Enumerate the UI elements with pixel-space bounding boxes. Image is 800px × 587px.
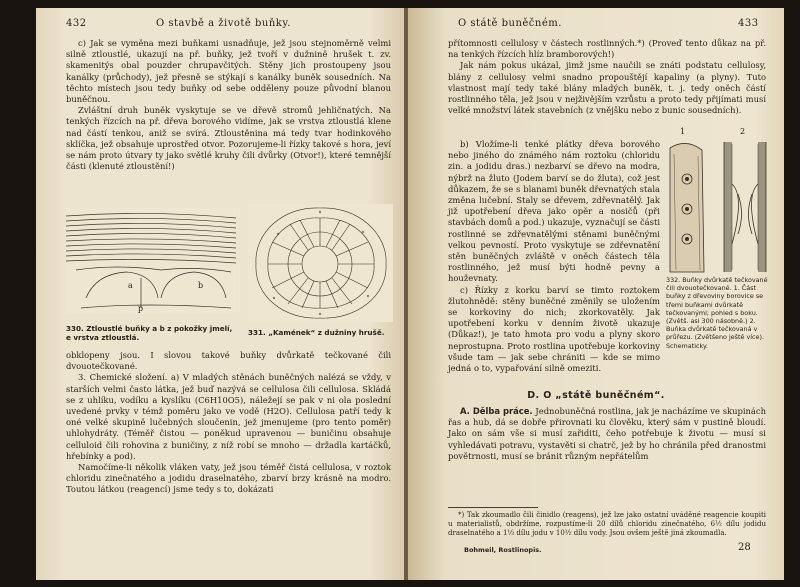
left-paragraph: Namočíme-li několik vláken vaty, jež jsou téměř čistá cellulosa, v roztok chloridu zinečnatého a jodidu draselnatého, zbarví brzy krásně na modro. Toutou látkou (reagencí) jsme tedy s to, dokázati [66, 462, 391, 495]
figure-331-drawing [248, 204, 393, 322]
left-paragraph: obklopeny jsou. I slovou takové buňky dvůrkatě tečkované čili dvouotečkované. [66, 350, 391, 372]
figure-330-label-p: p [138, 304, 144, 313]
left-paragraph: c) Jak se vyměna mezi buňkami usnadňuje, jež jsou stejnoměrně velmi silně ztloustlé, ukazují na př. buňky, jež tvoří v dužnině hrušek t. zv. skamenitýs obal pouzder chrupavčitých. Stěny jich prostoupeny jsou kanálky (průchody), jež přesně se stýkají s kanálky buněk sousedních. Na těchto místech jsou tedy buňky od sebe odděleny pouze původní blanou buněčnou. [66, 38, 391, 105]
left-text-block-1 [66, 38, 391, 172]
left-paragraph: Zvláštní druh buněk vyskytuje se ve dřevě stromů jehličnatých. Na tenkých řízcích na př. dřeva borového vidíme, jak se vrstva ztloustlá klene nad částí tenkou, aniž se svírá. Ztloustěnina má tedy tvar hodinkového sklíčka, jež obsahuje uprostřed otvor. Pozorujeme-li řízky takové s hora, jeví se nám proto útvary ty jako světlé kruhy čili dvůrky (Otvor!), které temnější části (klenuté ztloustění!) [66, 105, 391, 172]
figure-330-caption: 330. Ztloustlé buňky a b z pokožky jmelí, e vrstva ztloustlá. [66, 324, 233, 342]
signature-mark: Bohmeil, Rostlinopis. [464, 546, 542, 554]
figure-332-label-2: 2 [740, 127, 746, 136]
left-text-block-2 [66, 350, 391, 496]
right-running-head: O státě buněčném. [458, 18, 562, 29]
right-text-block-1 [448, 38, 766, 116]
right-paragraph: c) Řízky z korku barví se timto roztokem žlutohnědě: stěny buněčné změnily se uložením se korkoviny do nich; zkorkovatěly. Jak upotřebení korku v denním životě ukazuje (Důkaz!), je tato hmota pro vodu a plyny skoro neprostupna. Proto rostlina upotřebuje korkoviny všude tam — jak sebe chrániti — kde se mimo jedná o to, vypařování silně omeziti. [448, 284, 660, 374]
right-section-paragraph [448, 406, 766, 462]
figure-332-caption: 332. Buňky dvůrkatě tečkované čili dvouotečkované. 1. Část buňky z dřevoviny borovice se třemi buňkami dvůrkatě tečkovanými; pohled s boku. (Zvětš. asi 300 násobně.) 2. Buňka dvůrkatě tečkovaná v průřezu. (Zvětšeno ještě více). Schematicky. [666, 276, 768, 350]
right-text-block-2 [448, 139, 660, 374]
figure-330-label-b: b [198, 281, 204, 290]
bottom-sheet-number: 28 [738, 542, 751, 553]
figure-332-bordered-pits [666, 124, 772, 274]
footnote-text: *) Tak zkoumadlo čili činidlo (reagens), jež lze jako ostatní uváděné reagencie koupiti u materialistů, obdržíme, rozpustíme-li 20 dílů chloridu zinečnatého, 6½ dílu jodidu draselnatého a 1⅓ dílu jodu v 10½ dílu vody. Jsou ovšem ještě jiná zkoumadla. [448, 511, 766, 537]
figure-330-label-a: a [128, 281, 133, 290]
figure-330-thickened-cells [66, 208, 236, 313]
left-page-number: 432 [66, 18, 87, 29]
footnote-rule [448, 507, 538, 508]
figure-332-drawing [666, 124, 772, 274]
section-subtitle: A. Dělba práce. [460, 406, 533, 416]
right-text-block-3 [448, 406, 766, 462]
left-paragraph: 3. Chemické složení. a) V mladých stěnách buněčných nalézá se vždy, v starších velmi často látka, jež buď nazývá se cellulosa čili cellulosa. Skládá se z uhlíku, vodíku a kyslíku (C6H10O5), náležejí se pak v ni ola poslední uvedené prvky v témž poměru jako ve vodě (H2O). Cellulosa patří tedy k oné velké skupině lučebných sloučenin, jež jmenujeme (pro tento poměr) uhlohydráty. (Téměř čistou — poněkud upravenou — buničinu obsahuje celluloid čili rohovina z buničiny, z níž robí se mnoho — držadla kartáčků, hřebínky a pod). [66, 372, 391, 461]
figure-332-label-1: 1 [680, 127, 686, 136]
right-page [408, 8, 784, 580]
section-paragraph-text: Jednobuněčná rostlina, jak je nacházíme ve skupinách řas a hub, dá se dobře přirovnati ku člověku, který sám v pustině bloudí. Jako on sám vše si musí zařiditi, čeho potřebuje k životu — musí si vyhledávati potravu, vystavěti si chatrč, jež by ho chránila před dranostmi povětrnosti, musí se bránit různým nepřátelům [448, 406, 766, 461]
left-page [36, 8, 406, 580]
footnote [448, 511, 766, 538]
left-running-head: O stavbě a životě buňky. [156, 18, 291, 29]
open-book [36, 8, 784, 580]
figure-331-stone-cell [248, 204, 393, 322]
figure-331-caption: 331. „Kamének“ z dužniny hrušě. [248, 328, 385, 337]
right-paragraph: Jak nám pokus ukázal, jimž jsme naučili se znáti podstatu cellulosy, blány z cellulosy velmi snadno propouštějí kapaliny (a plyny). Tuto vlastnost mají tedy také blány mladých buněk, t. j. tedy oněch částí rostlinného těla, jež jsou v nejživějším vzrůstu a proto tedy přijímati musí velké množství látek stavebních (z vnějšku nebo z bunic sousedních). [448, 60, 766, 116]
right-paragraph: b) Vložíme-li tenké plátky dřeva borového nebo jiného do známého nám roztoku (chloridu zin. a jodidu dras.) nezbarví se dřevo na modra, nýbrž na žluto (Jodem barví se do žluta), což jest důkazem, že se s blanami buněk dřevnatých stala změna lučební. Staly se dřevem, zdřevnatělý. Jak již upotřebení dřeva jako opěr a nosičů (při stavbách domů a pod.) ukazuje, vyznačují se části rostlinné se zdřevnatělými stěnami buněčnými velkou pevností. Proto vyskytuje se zdřevnatění stěn buněčných zvláště v oněch částech těla rostlinného, jež musí býti hodně pevny a houževnaty. [448, 139, 660, 284]
right-page-number: 433 [738, 18, 759, 29]
section-title: D. O „státě buněčném“. [527, 390, 665, 401]
right-paragraph: přítomnosti cellulosy v částech rostlinných.*) (Proveď tento důkaz na př. na tenkých řízcích hlíz bramborových!) [448, 38, 766, 60]
figure-330-drawing [66, 208, 236, 313]
